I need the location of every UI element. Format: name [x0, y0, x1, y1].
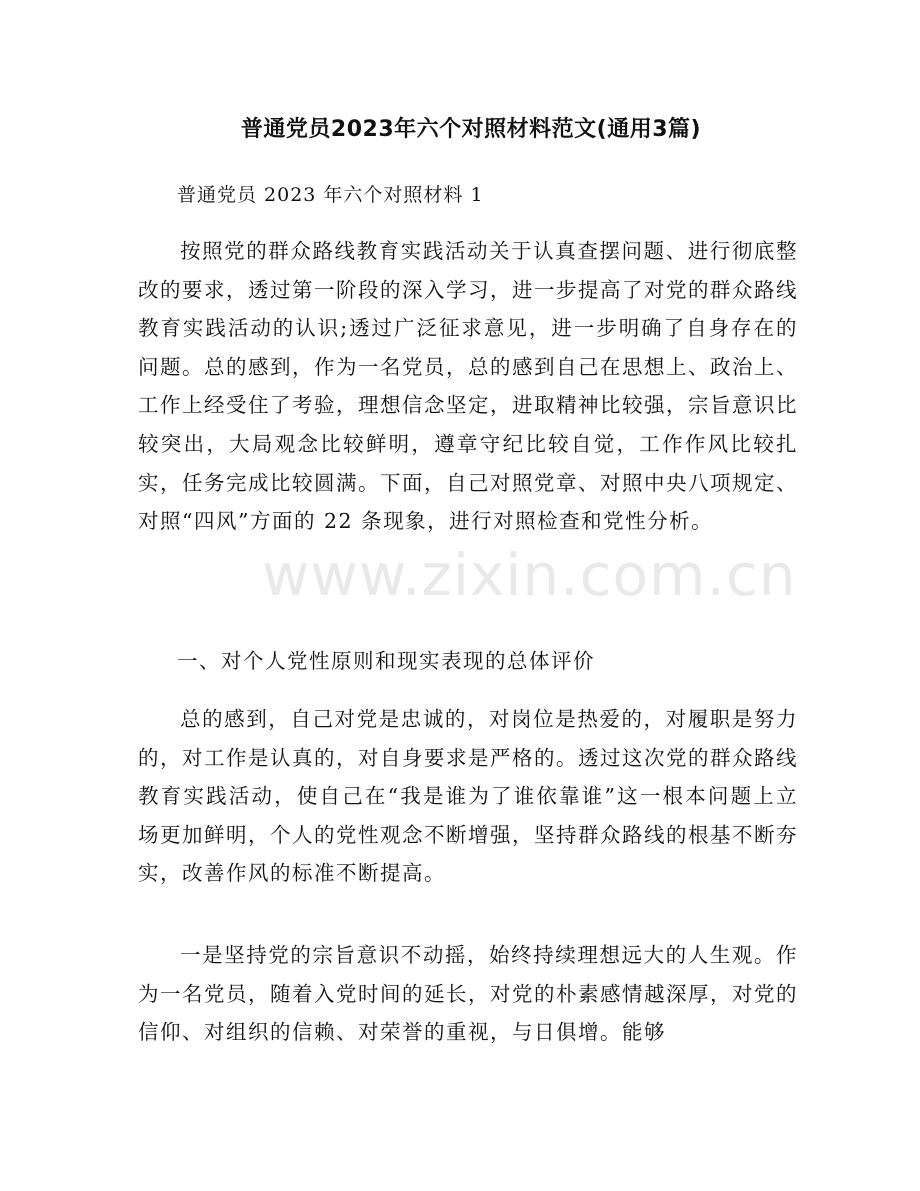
paragraph-2: 总的感到，自己对党是忠诚的，对岗位是热爱的，对履职是努力的，对工作是认真的，对自身要求是严格的。透过这次党的群众路线教育实践活动，使自己在“我是谁为了谁依靠谁”这一根本问题上立场更加鲜明，个人的党性观念不断增强，坚持群众路线的根基不断夯实，改善作风的标准不断提高。 — [138, 707, 798, 886]
section-heading-1: 一、对个人党性原则和现实表现的总体评价 — [177, 649, 595, 673]
paragraph-3: 一是坚持党的宗旨意识不动摇，始终持续理想远大的人生观。作为一名党员，随着入党时间的延长，对党的朴素感情越深厚，对党的信仰、对组织的信赖、对荣誉的重视，与日俱增。能够 — [138, 943, 798, 1045]
document-subtitle: 普通党员 2023 年六个对照材料 1 — [177, 184, 484, 206]
paragraph-1: 按照党的群众路线教育实践活动关于认真查摆问题、进行彻底整改的要求，透过第一阶段的深入学习，进一步提高了对党的群众路线教育实践活动的认识;透过广泛征求意见，进一步明确了自身存在的问题。总的感到，作为一名党员，总的感到自己在思想上、政治上、工作上经受住了考验，理想信念坚定，进取精神比较强，宗旨意识比较突出，大局观念比较鲜明，遵章守纪比较自觉，工作作风比较扎实，任务完成比较圆满。下面，自己对照党章、对照中央八项规定、对照“四风”方面的 22 条现象，进行对照检查和党性分析。 — [138, 239, 798, 534]
watermark: www.zixin.com.cn — [262, 541, 797, 609]
document-title: 普通党员2023年六个对照材料范文(通用3篇) — [240, 117, 702, 142]
